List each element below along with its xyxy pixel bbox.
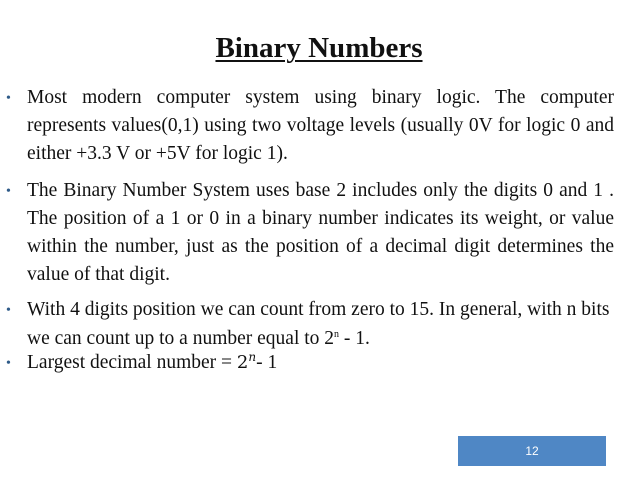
- math-base: 2: [236, 351, 249, 373]
- page-number: 12: [525, 444, 539, 458]
- bullet-dot-icon: •: [6, 355, 11, 371]
- superscript-n: n: [334, 328, 340, 340]
- bullet-text: Most modern computer system using binary logic. The computer represents values(0,1) using two voltage levels (usually 0V for logic 0 and either +3.3 V or +5V for logic 1).: [27, 87, 614, 165]
- math-exponent: n: [248, 349, 257, 364]
- slide-title-text: Binary Numbers: [215, 32, 423, 64]
- bullet-text-end: - 1.: [339, 327, 370, 349]
- bullet-item: [6, 296, 614, 352]
- bullet-item: [6, 84, 614, 169]
- bullet-dot-icon: •: [6, 183, 11, 199]
- page-number-box: [458, 436, 606, 466]
- slide-title: [0, 30, 638, 66]
- bullet-item: [6, 177, 614, 290]
- bullet-text-end: - 1: [256, 351, 278, 373]
- bullet-list: [6, 84, 614, 377]
- bullet-text: The Binary Number System uses base 2 includes only the digits 0 and 1 . The position of a 1 or 0 in a binary number indicates its weight, or value within the number, just as the position of a decimal digit determines the value of that digit.: [27, 179, 614, 286]
- bullet-text: Largest decimal number =: [27, 351, 237, 373]
- bullet-dot-icon: •: [6, 91, 11, 106]
- bullet-item: [6, 349, 614, 377]
- math-expression: [236, 349, 257, 373]
- bullet-dot-icon: •: [6, 303, 11, 319]
- bullet-text: With 4 digits position we can count from zero to 15. In general, with n bits we can count up to a number equal to 2: [27, 299, 610, 349]
